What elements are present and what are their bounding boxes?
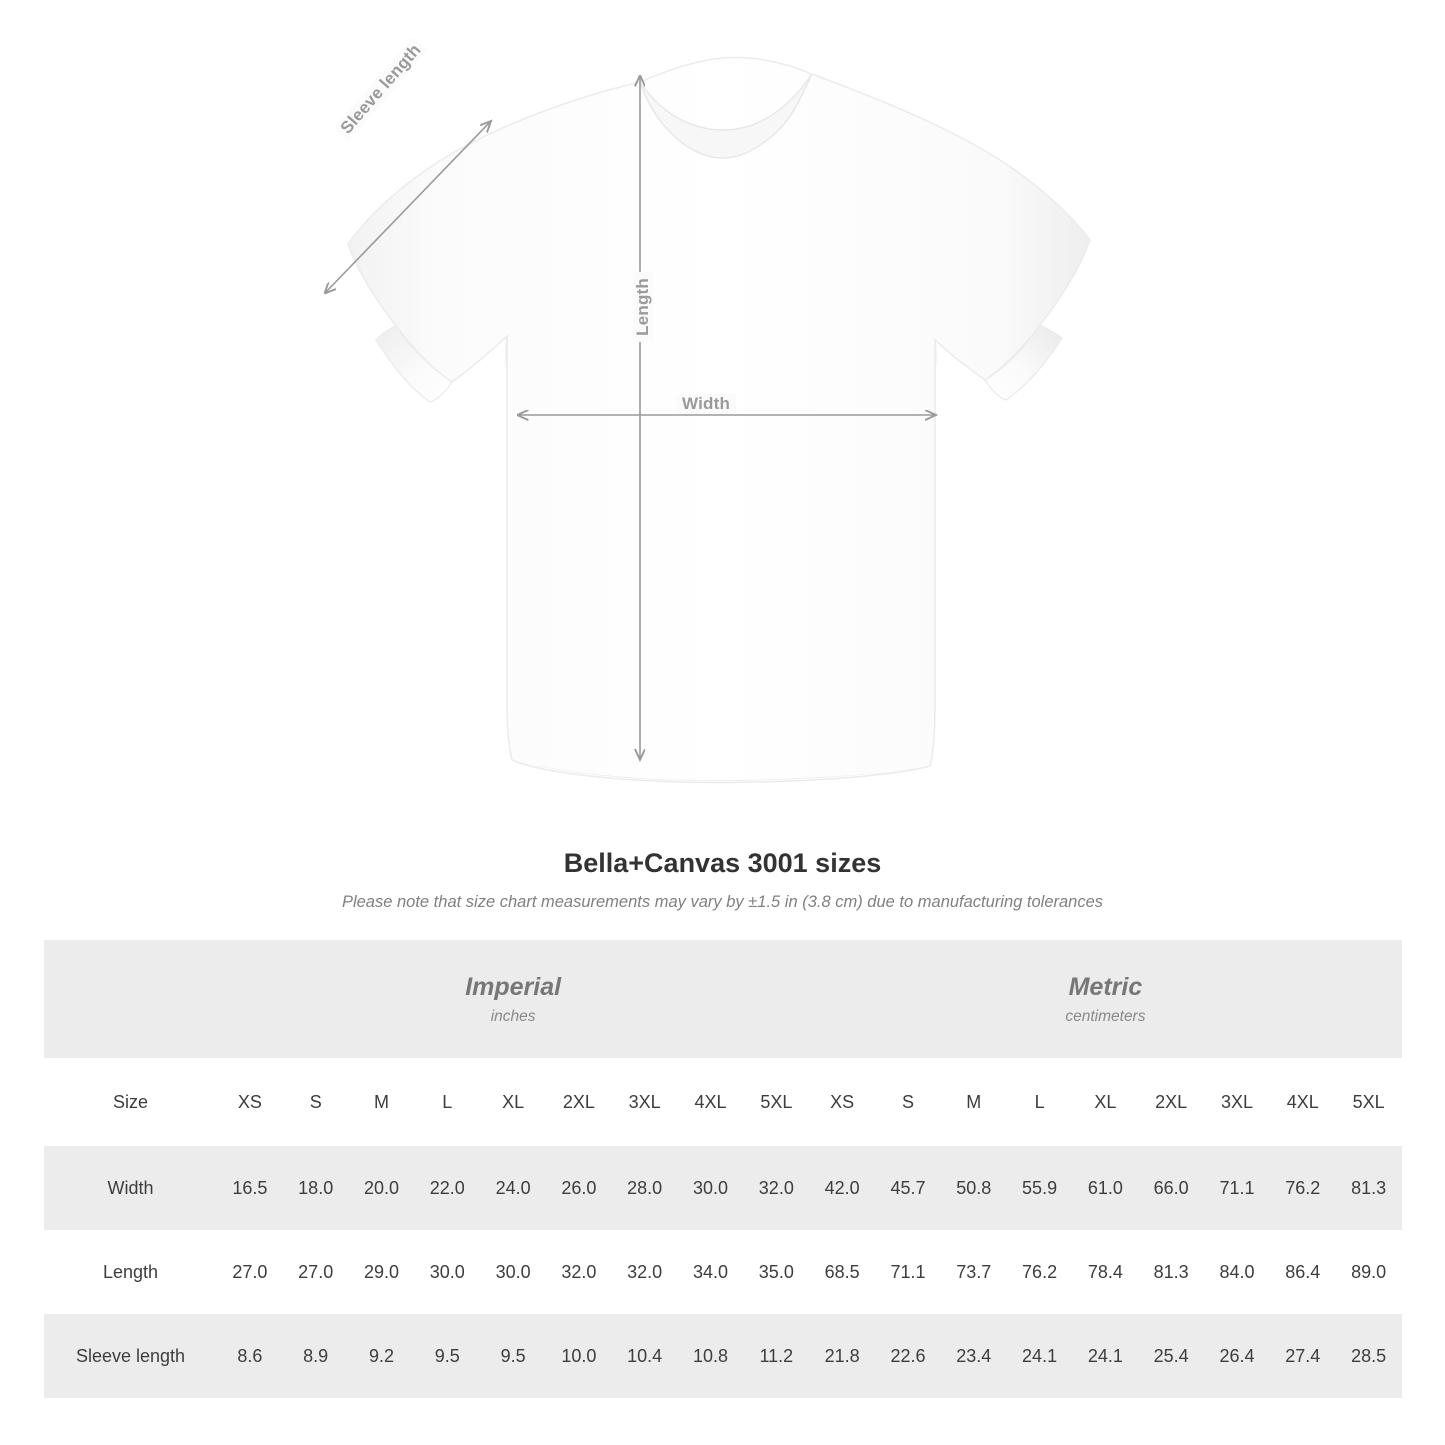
measurement-cell: 22.6 bbox=[875, 1314, 941, 1398]
size-header-cell: M bbox=[941, 1058, 1007, 1146]
row-label: Width bbox=[44, 1146, 217, 1230]
size-header-cell: M bbox=[349, 1058, 415, 1146]
measurement-cell: 28.0 bbox=[612, 1146, 678, 1230]
size-header-cell: 4XL bbox=[1270, 1058, 1336, 1146]
size-chart-table bbox=[44, 940, 1402, 1398]
measurement-cell: 18.0 bbox=[283, 1146, 349, 1230]
size-header-cell: XL bbox=[480, 1058, 546, 1146]
size-column-header: Size bbox=[44, 1058, 217, 1146]
measurement-cell: 11.2 bbox=[743, 1314, 809, 1398]
size-header-row bbox=[44, 1058, 1402, 1146]
size-header-cell: 3XL bbox=[1204, 1058, 1270, 1146]
size-header-cell: 2XL bbox=[546, 1058, 612, 1146]
tshirt-shape bbox=[348, 58, 1090, 783]
measurement-cell: 81.3 bbox=[1138, 1230, 1204, 1314]
measurement-cell: 27.0 bbox=[283, 1230, 349, 1314]
width-dimension-label: Width bbox=[676, 394, 736, 414]
size-header-cell: XS bbox=[809, 1058, 875, 1146]
size-header-cell: S bbox=[283, 1058, 349, 1146]
unit-group-header-imperial bbox=[217, 940, 809, 1058]
measurement-cell: 78.4 bbox=[1072, 1230, 1138, 1314]
unit-row-spacer bbox=[44, 940, 217, 1058]
measurement-cell: 10.4 bbox=[612, 1314, 678, 1398]
measurement-cell: 9.2 bbox=[349, 1314, 415, 1398]
measurement-cell: 50.8 bbox=[941, 1146, 1007, 1230]
measurement-cell: 30.0 bbox=[678, 1146, 744, 1230]
row-label: Length bbox=[44, 1230, 217, 1314]
measurement-cell: 76.2 bbox=[1270, 1146, 1336, 1230]
measurement-cell: 21.8 bbox=[809, 1314, 875, 1398]
measurement-cell: 24.0 bbox=[480, 1146, 546, 1230]
measurement-cell: 45.7 bbox=[875, 1146, 941, 1230]
size-chart-table-wrapper bbox=[44, 940, 1401, 1398]
measurement-cell: 30.0 bbox=[414, 1230, 480, 1314]
measurement-cell: 24.1 bbox=[1007, 1314, 1073, 1398]
measurement-cell: 30.0 bbox=[480, 1230, 546, 1314]
measurement-cell: 86.4 bbox=[1270, 1230, 1336, 1314]
measurement-cell: 20.0 bbox=[349, 1146, 415, 1230]
measurement-cell: 71.1 bbox=[875, 1230, 941, 1314]
row-label: Sleeve length bbox=[44, 1314, 217, 1398]
unit-group-header-row bbox=[44, 940, 1402, 1058]
measurement-cell: 35.0 bbox=[743, 1230, 809, 1314]
measurement-cell: 8.9 bbox=[283, 1314, 349, 1398]
tolerance-note: Please note that size chart measurements may vary by ±1.5 in (3.8 cm) due to manufacturing tolerances bbox=[341, 893, 1104, 911]
measurement-cell: 26.4 bbox=[1204, 1314, 1270, 1398]
unit-group-subtitle: inches bbox=[490, 1008, 536, 1025]
size-header-cell: 5XL bbox=[1336, 1058, 1402, 1146]
unit-group-subtitle: centimeters bbox=[1065, 1008, 1146, 1025]
measurement-cell: 55.9 bbox=[1007, 1146, 1073, 1230]
page-title: Bella+Canvas 3001 sizes bbox=[563, 848, 882, 878]
measurement-cell: 84.0 bbox=[1204, 1230, 1270, 1314]
measurement-cell: 23.4 bbox=[941, 1314, 1007, 1398]
size-header-cell: XL bbox=[1072, 1058, 1138, 1146]
measurement-cell: 9.5 bbox=[480, 1314, 546, 1398]
measurement-cell: 28.5 bbox=[1336, 1314, 1402, 1398]
measurement-cell: 68.5 bbox=[809, 1230, 875, 1314]
measurement-cell: 32.0 bbox=[546, 1230, 612, 1314]
measurement-cell: 27.0 bbox=[217, 1230, 283, 1314]
size-header-cell: L bbox=[1007, 1058, 1073, 1146]
measurement-cell: 42.0 bbox=[809, 1146, 875, 1230]
measurement-cell: 8.6 bbox=[217, 1314, 283, 1398]
table-row bbox=[44, 1230, 1402, 1314]
measurement-cell: 25.4 bbox=[1138, 1314, 1204, 1398]
measurement-cell: 27.4 bbox=[1270, 1314, 1336, 1398]
measurement-cell: 24.1 bbox=[1072, 1314, 1138, 1398]
size-header-cell: 5XL bbox=[743, 1058, 809, 1146]
chart-title-block bbox=[0, 848, 1445, 912]
measurement-cell: 61.0 bbox=[1072, 1146, 1138, 1230]
measurement-cell: 89.0 bbox=[1336, 1230, 1402, 1314]
measurement-cell: 10.8 bbox=[678, 1314, 744, 1398]
size-header-cell: 4XL bbox=[678, 1058, 744, 1146]
measurement-cell: 22.0 bbox=[414, 1146, 480, 1230]
size-header-cell: 2XL bbox=[1138, 1058, 1204, 1146]
measurement-cell: 10.0 bbox=[546, 1314, 612, 1398]
measurement-cell: 26.0 bbox=[546, 1146, 612, 1230]
measurement-cell: 73.7 bbox=[941, 1230, 1007, 1314]
size-header-cell: XS bbox=[217, 1058, 283, 1146]
size-header-cell: 3XL bbox=[612, 1058, 678, 1146]
measurement-cell: 81.3 bbox=[1336, 1146, 1402, 1230]
measurement-cell: 34.0 bbox=[678, 1230, 744, 1314]
measurement-cell: 71.1 bbox=[1204, 1146, 1270, 1230]
measurement-cell: 32.0 bbox=[612, 1230, 678, 1314]
unit-group-name: Metric bbox=[1068, 973, 1143, 1001]
measurement-cell: 76.2 bbox=[1007, 1230, 1073, 1314]
unit-group-name: Imperial bbox=[465, 973, 562, 1001]
measurement-cell: 66.0 bbox=[1138, 1146, 1204, 1230]
measurement-cell: 29.0 bbox=[349, 1230, 415, 1314]
table-row bbox=[44, 1146, 1402, 1230]
size-header-cell: S bbox=[875, 1058, 941, 1146]
size-header-cell: L bbox=[414, 1058, 480, 1146]
sleeve-length-dimension-label: Sleeve length bbox=[334, 37, 428, 141]
unit-group-header-metric bbox=[809, 940, 1401, 1058]
length-dimension-label: Length bbox=[633, 272, 653, 342]
measurement-cell: 16.5 bbox=[217, 1146, 283, 1230]
measurement-cell: 9.5 bbox=[414, 1314, 480, 1398]
measurement-cell: 32.0 bbox=[743, 1146, 809, 1230]
table-row bbox=[44, 1314, 1402, 1398]
